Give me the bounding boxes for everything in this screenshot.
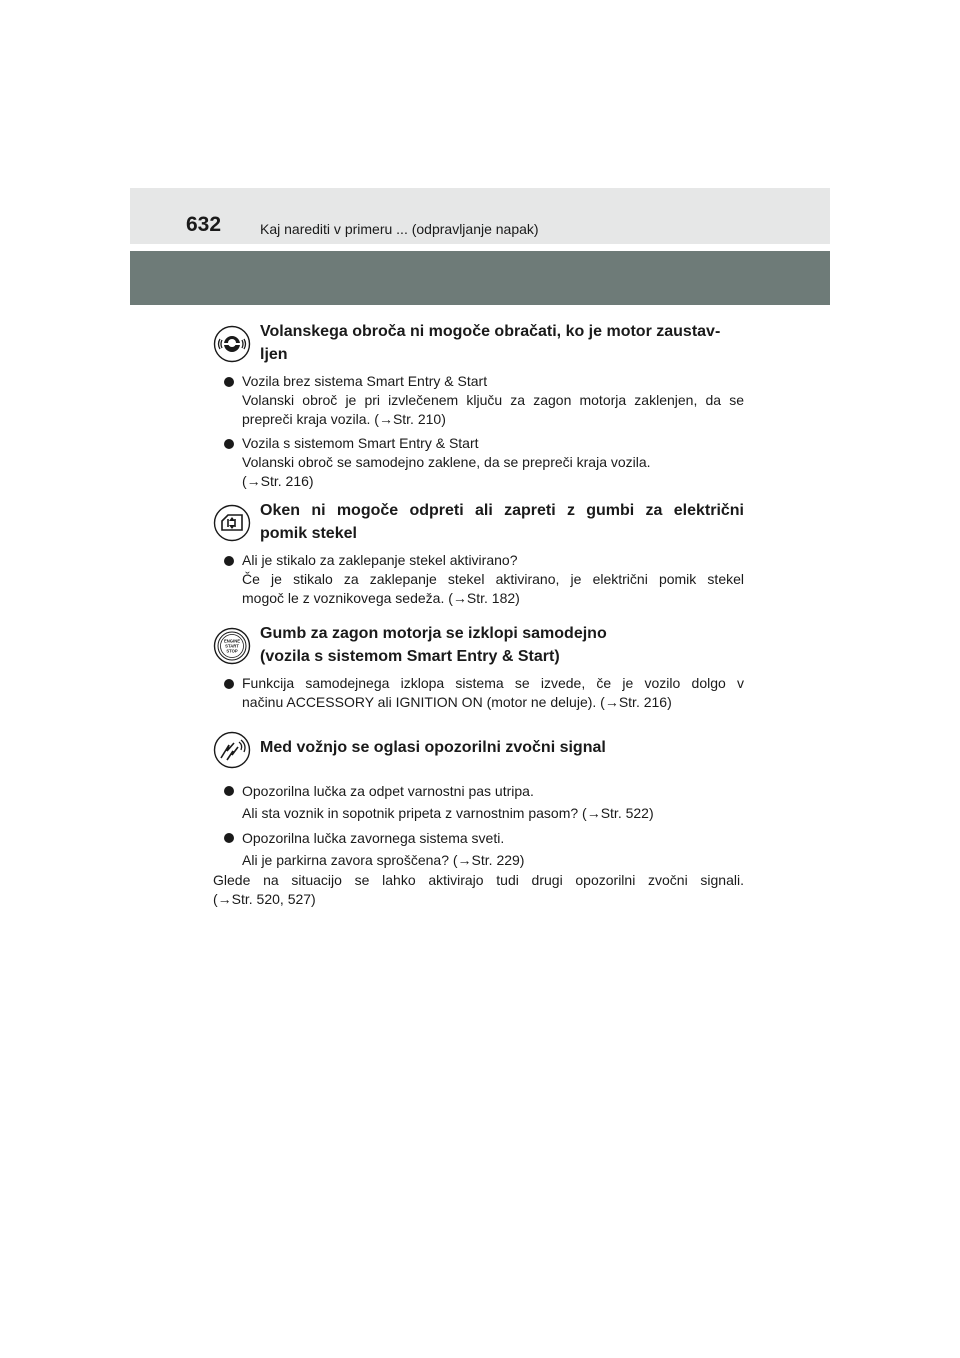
page-number: 632 [186,213,222,236]
section-power-window [213,499,744,608]
running-title: Kaj narediti v primeru ... (odpravljanje napak) [260,221,539,237]
bullet-dot [224,833,234,843]
svg-text:ENGINE: ENGINE [223,638,241,644]
warning-buzzer-icon [213,731,251,769]
section-title: Gumb za zagon motorja se izklopi samodejno (vozila s sistemom Smart Entry & Start) [260,625,607,665]
section-engine-switch [213,622,744,712]
section-heading [213,499,744,545]
section-title: Volanskega obroča ni mogoče obračati, ko je motor zaustav- ljen [260,323,721,363]
svg-text:STOP: STOP [226,648,238,654]
bullet-item: Vozila s sistemom Smart Entry & Start Volanski obroč se samodejno zaklene, da se prepreči kraja vozila. (→Str. 216) [213,434,744,491]
bullet-item: Vozila brez sistema Smart Entry & Start Volanski obroč je pri izvlečenem ključu za zagon motorja zaklenjen, da se prepreči kraja vozila. (→Str. 210) [213,372,744,429]
bullet-dot [224,556,234,566]
section-steering-lock [213,320,744,491]
section-heading [213,622,744,668]
bullet-item: Opozorilna lučka zavornega sistema sveti. Ali je parkirna zavora sproščena? (→Str. 229) [213,827,744,871]
page-content [213,320,744,909]
bullet-item: Funkcija samodejnega izklopa sistema se izvede, če je vozilo dolgo v načinu ACCESSORY ali IGNITION ON (motor ne deluje). (→Str. 216) [213,674,744,712]
power-window-icon [213,504,251,542]
bullet-item: Ali je stikalo za zaklepanje stekel aktivirano? Če je stikalo za zaklepanje stekel aktivirano, je električni pomik stekel mogoč le z voznikovega sedeža. (→Str. 182) [213,551,744,608]
chapter-band [130,251,830,305]
bullet-dot [224,679,234,689]
bullet-dot [224,377,234,387]
section-warning-buzzer [213,726,744,909]
engine-start-stop-icon [213,627,251,665]
section-title: Med vožnjo se oglasi opozorilni zvočni signal [260,739,606,756]
section-heading [213,320,744,366]
note-paragraph: Glede na situacijo se lahko aktivirajo tudi drugi opozorilni zvočni signali. (→Str. 520, 527) [213,872,744,907]
bullet-item: Opozorilna lučka za odpet varnostni pas utripa. Ali sta voznik in sopotnik pripeta z varnostnim pasom? (→Str. 522) [213,780,744,824]
bullet-dot [224,439,234,449]
section-title: Oken ni mogoče odpreti ali zapreti z gumbi za električni pomik stekel [260,502,744,542]
steering-lock-icon [213,325,251,363]
section-heading [213,726,744,772]
svg-text:START: START [225,643,239,649]
bullet-dot [224,786,234,796]
